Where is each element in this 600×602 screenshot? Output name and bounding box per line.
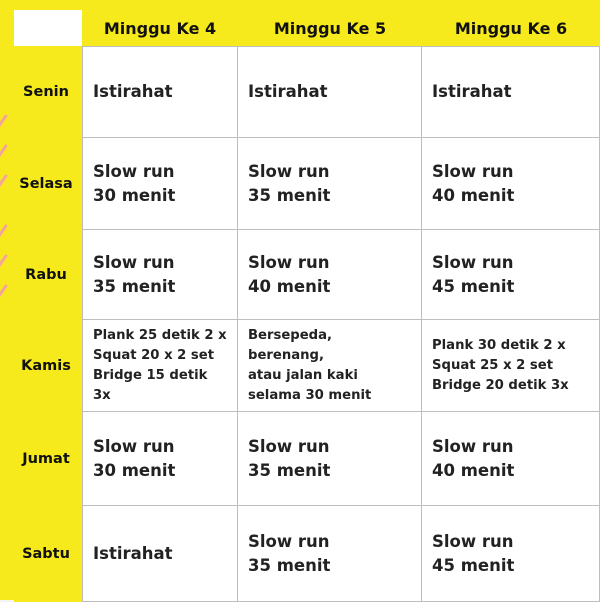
- table-cell: Istirahat: [82, 506, 238, 602]
- schedule-table: [14, 10, 600, 602]
- table-cell: Istirahat: [422, 46, 600, 138]
- table-cell: Slow run 35 menit: [238, 412, 422, 506]
- corner-blank: [14, 10, 82, 46]
- table-cell: Slow run 40 menit: [238, 230, 422, 320]
- table-cell: Plank 25 detik 2 x Squat 20 x 2 set Bridge 15 detik 3x: [82, 320, 238, 412]
- stripe-decoration: [0, 254, 8, 269]
- table-cell: Slow run 30 menit: [82, 412, 238, 506]
- table-cell: Slow run 45 menit: [422, 230, 600, 320]
- table-cell: Slow run 40 menit: [422, 138, 600, 230]
- left-decorative-edge: [0, 0, 14, 600]
- table-cell: Plank 30 detik 2 x Squat 25 x 2 set Bridge 20 detik 3x: [422, 320, 600, 412]
- table-cell: Slow run 45 menit: [422, 506, 600, 602]
- table-cell: Slow run 30 menit: [82, 138, 238, 230]
- column-header: Minggu Ke 4: [82, 10, 238, 46]
- table-cell: Istirahat: [238, 46, 422, 138]
- stripe-decoration: [0, 284, 8, 299]
- stripe-decoration: [0, 224, 8, 239]
- stripe-decoration: [0, 114, 8, 129]
- row-header-day: Senin: [14, 46, 82, 138]
- row-header-day: Rabu: [14, 230, 82, 320]
- stripe-decoration: [0, 144, 8, 159]
- column-header: Minggu Ke 6: [422, 10, 600, 46]
- table-cell: Slow run 35 menit: [82, 230, 238, 320]
- table-cell: Slow run 35 menit: [238, 506, 422, 602]
- row-header-day: Sabtu: [14, 506, 82, 602]
- table-cell: Bersepeda, berenang, atau jalan kaki selama 30 menit: [238, 320, 422, 412]
- row-header-day: Selasa: [14, 138, 82, 230]
- row-header-day: Kamis: [14, 320, 82, 412]
- table-cell: Slow run 35 menit: [238, 138, 422, 230]
- column-header: Minggu Ke 5: [238, 10, 422, 46]
- row-header-day: Jumat: [14, 412, 82, 506]
- stripe-decoration: [0, 174, 8, 189]
- table-cell: Slow run 40 menit: [422, 412, 600, 506]
- table-cell: Istirahat: [82, 46, 238, 138]
